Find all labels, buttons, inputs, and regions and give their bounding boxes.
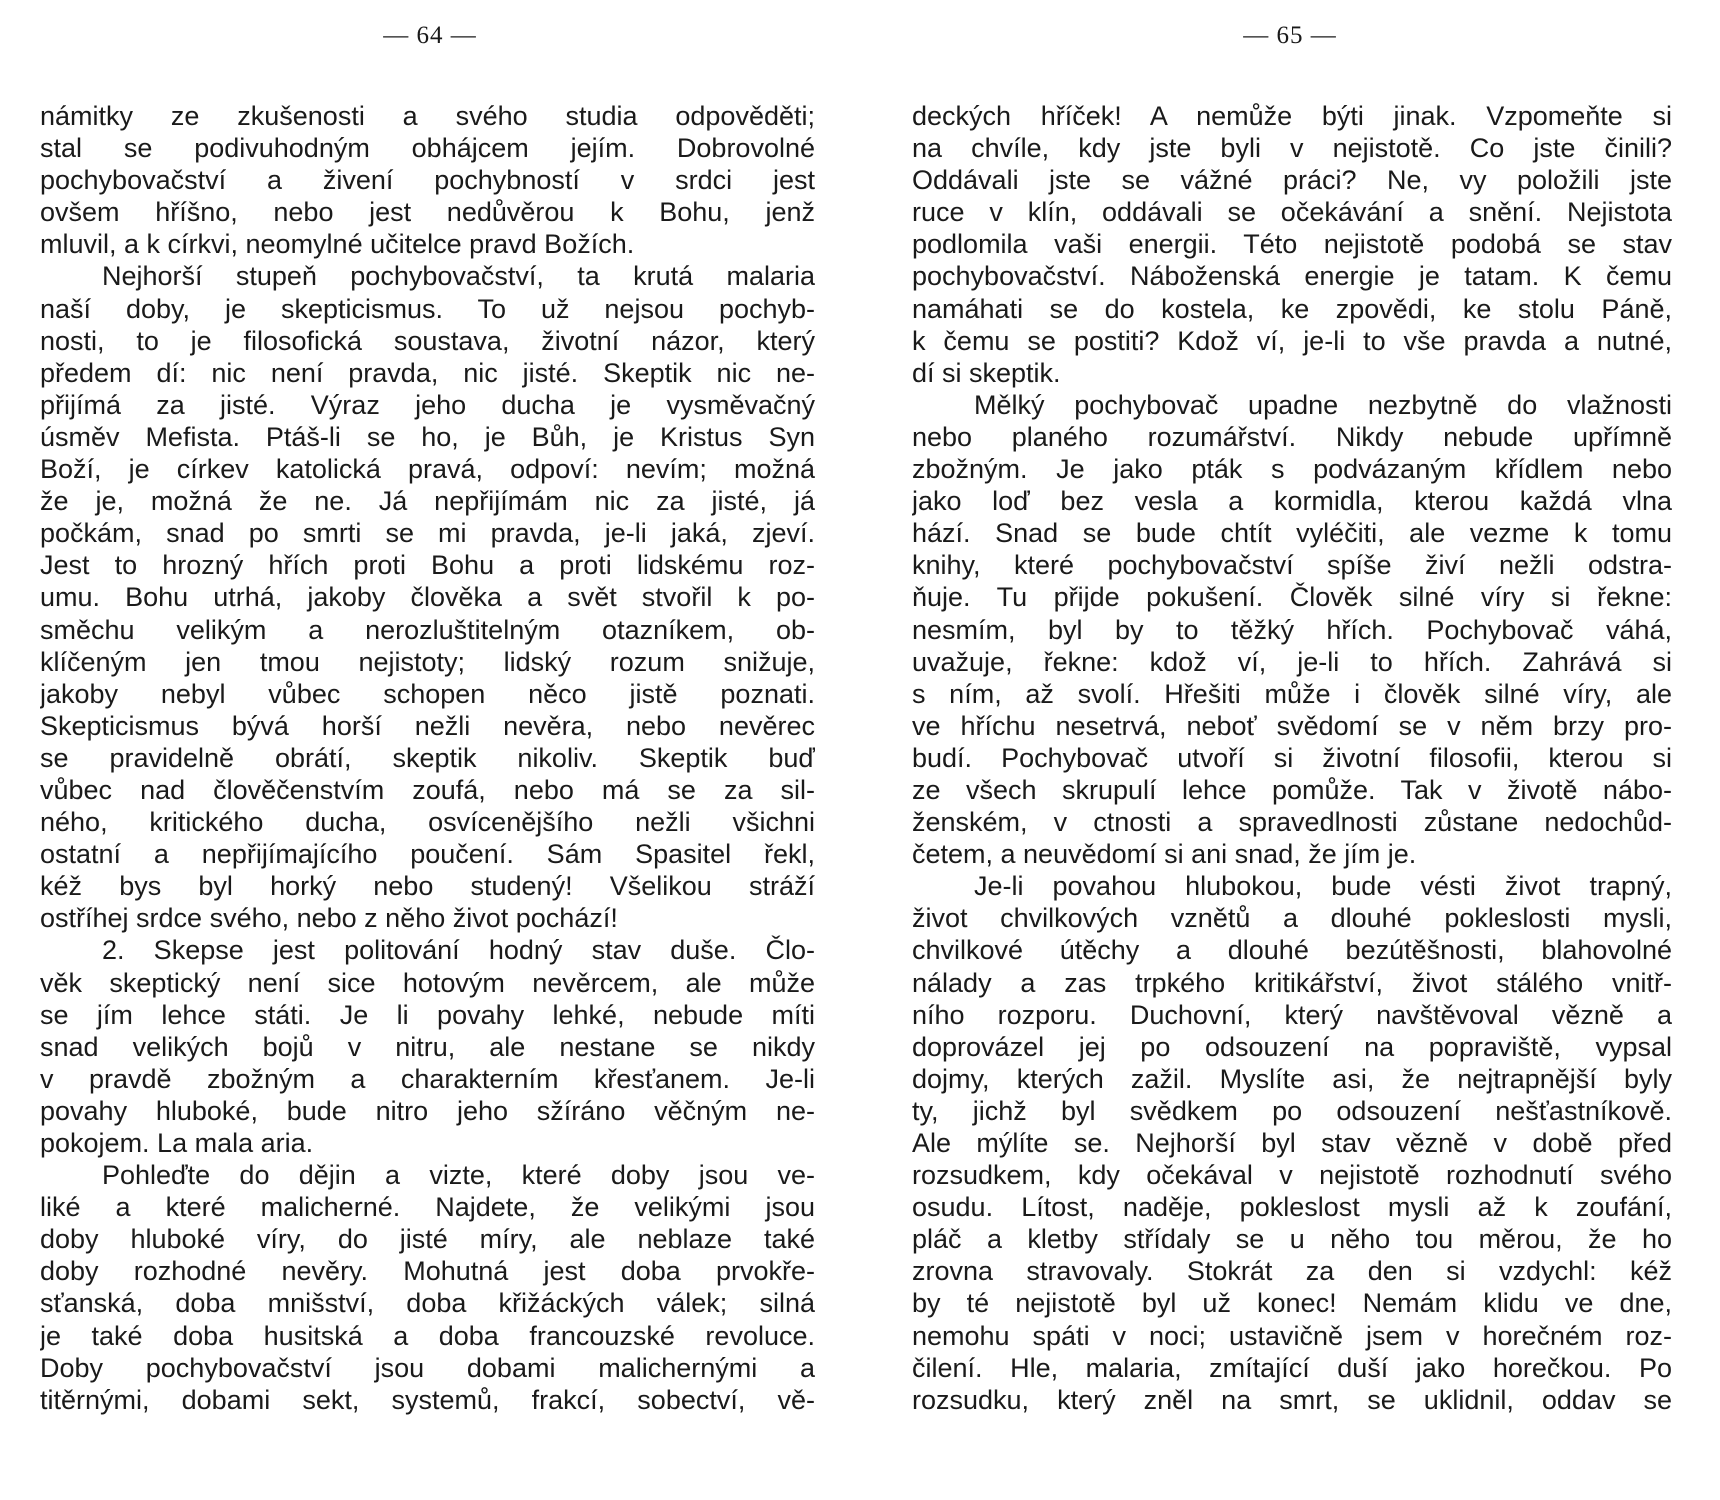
text-line: čilení. Hle, malaria, zmítající duší jako horečkou. Po <box>912 1352 1672 1383</box>
text-line: pochybovačství. Náboženská energie je tatam. K čemu <box>912 261 1672 292</box>
text-line: sťanská, doba mnišství, doba křižáckých válek; silná <box>40 1288 815 1319</box>
text-line: ruce v klín, oddávali se očekávání a snění. Nejistota <box>912 197 1672 228</box>
text-line: namáhati se do kostela, ke zpovědi, ke stolu Páně, <box>912 293 1672 324</box>
text-line: směchu velikým a nerozluštitelným otazníkem, ob- <box>40 614 815 645</box>
page-number-left: — 64 — <box>383 22 477 49</box>
text-line: pochybovačství a živení pochybností v srdci jest <box>40 165 815 196</box>
text-line: s ním, až svolí. Hřešiti může i člověk silné víry, ale <box>912 678 1672 709</box>
text-line: rozsudkem, kdy očekával v nejistotě rozhodnutí svého <box>912 1160 1672 1191</box>
text-line: 2. Skepse jest politování hodný stav duše. Člo- <box>102 935 815 966</box>
text-line: ňuje. Tu přijde pokušení. Člověk silné víry si řekne: <box>912 582 1672 613</box>
text-line: umu. Bohu utrhá, jakoby člověka a svět stvořil k po- <box>40 582 815 613</box>
text-line: kéž bys byl horký nebo studený! Všelikou stráží <box>40 871 815 902</box>
text-line: ného, kritického ducha, osvícenějšího nežli všichni <box>40 807 815 838</box>
text-line: Ale mýlíte se. Nejhorší byl stav vězně v době před <box>912 1128 1672 1158</box>
text-line: počkám, snad po smrti se mi pravda, je-li jaká, zjeví. <box>40 518 815 549</box>
text-line: ostatní a nepřijímajícího poučení. Sám Spasitel řekl, <box>40 839 815 870</box>
right-page <box>860 0 1720 1500</box>
text-line: podlomila vaši energii. Této nejistotě podobá se stav <box>912 229 1672 260</box>
text-line: ního rozporu. Duchovní, který navštěvoval vězně a <box>912 999 1672 1030</box>
page-number-right: — 65 — <box>1243 22 1337 49</box>
text-line: by té nejistotě byl už konec! Nemám klidu ve dne, <box>912 1288 1672 1319</box>
text-line: ženském, v ctnosti a spravedlnosti zůstane nedochůd- <box>912 807 1672 838</box>
text-line: ostříhej srdce svého, nebo z něho život pochází! <box>40 903 618 934</box>
text-line: úsměv Mefista. Ptáš-li se ho, je Bůh, je Kristus Syn <box>40 421 815 452</box>
text-line: knihy, které pochybovačství spíše živí nežli odstra- <box>912 550 1672 581</box>
text-line: chvilkové útěchy a dlouhé bezútěšnosti, blahovolné <box>912 935 1672 966</box>
text-line: hází. Snad se bude chtít vyléčiti, ale vezme k tomu <box>912 518 1672 549</box>
text-line: věk skeptický není sice hotovým nevěrcem, ale může <box>40 967 815 998</box>
text-line: k čemu se postiti? Kdož ví, je-li to vše pravda a nutné, <box>912 325 1672 356</box>
text-line: ty, jichž byl svědkem po odsouzení nešťastníkově. <box>912 1095 1672 1126</box>
text-line: námitky ze zkušenosti a svého studia odpověděti; <box>40 101 815 131</box>
text-line: deckých hříček! A nemůže býti jinak. Vzpomeňte si <box>912 101 1672 131</box>
text-line: mluvil, a k církvi, neomylné učitelce pravd Božích. <box>40 229 635 260</box>
text-line: Boží, je církev katolická pravá, odpoví: nevím; možná <box>40 454 815 485</box>
text-line: Pohleďte do dějin a vizte, které doby jsou ve- <box>102 1160 815 1191</box>
text-line: klíčeným jen tmou nejistoty; lidský rozum snižuje, <box>40 646 815 677</box>
text-line: pokojem. La mala aria. <box>40 1128 314 1158</box>
text-line: nosti, to je filosofická soustava, životní názor, který <box>40 325 815 356</box>
text-line: nebo planého rozumářství. Nikdy nebude upřímně <box>912 421 1672 452</box>
text-line: stal se podivuhodným obhájcem jejím. Dobrovolné <box>40 133 815 164</box>
text-line: Jest to hrozný hřích proti Bohu a proti lidskému roz- <box>40 550 815 581</box>
text-line: přijímá za jisté. Výraz jeho ducha je vysměvačný <box>40 389 815 420</box>
text-line: jakoby nebyl vůbec schopen něco jistě poznati. <box>40 678 815 709</box>
text-line: jako loď bez vesla a kormidla, kterou každá vlna <box>912 486 1672 517</box>
text-line: Skepticismus bývá horší nežli nevěra, nebo nevěrec <box>40 710 815 741</box>
text-line: Doby pochybovačství jsou dobami malichernými a <box>40 1352 815 1383</box>
text-line: doprovázel jej po odsouzení na popraviště, vypsal <box>912 1031 1672 1062</box>
text-line: budí. Pochybovač utvoří si životní filosofii, kterou si <box>912 742 1672 773</box>
text-line: Je-li povahou hlubokou, bude vésti život trapný, <box>974 871 1672 902</box>
text-line: ovšem hříšno, nebo jest nedůvěrou k Bohu, jenž <box>40 197 815 228</box>
text-line: Nejhorší stupeň pochybovačství, ta krutá malaria <box>102 261 815 292</box>
text-line: povahy hluboké, bude nitro jeho sžíráno věčným ne- <box>40 1095 815 1126</box>
text-line: osudu. Lítost, naděje, pokleslost mysli až k zoufání, <box>912 1192 1672 1223</box>
text-line: rozsudku, který zněl na smrt, se uklidnil, oddav se <box>912 1384 1672 1415</box>
text-line: snad velikých bojů v nitru, ale nestane se nikdy <box>40 1031 815 1062</box>
text-line: pláč a kletby střídaly se u něho tou měrou, že ho <box>912 1224 1672 1255</box>
text-line: dí si skeptik. <box>912 357 1061 388</box>
text-line: zrovna stravovaly. Stokrát za den si vzdychl: kéž <box>912 1256 1672 1287</box>
text-line: četem, a neuvědomí si ani snad, že jím je. <box>912 839 1417 870</box>
text-line: Mělký pochybovač upadne nezbytně do vlažnosti <box>974 389 1672 420</box>
text-line: titěrnými, dobami sekt, systemů, frakcí, sobectví, vě- <box>40 1384 815 1415</box>
text-line: ve hříchu nesetrvá, neboť svědomí se v něm brzy pro- <box>912 710 1672 741</box>
text-line: ze všech skrupulí lehce pomůže. Tak v životě nábo- <box>912 774 1672 805</box>
text-line: doby rozhodné nevěry. Mohutná jest doba prvokře- <box>40 1256 815 1287</box>
text-line: nemohu spáti v noci; ustavičně jsem v horečném roz- <box>912 1320 1672 1351</box>
text-line: život chvilkových vznětů a dlouhé pokleslosti mysli, <box>912 903 1672 934</box>
right-text-column <box>912 100 1672 1416</box>
text-line: Oddávali jste se vážné práci? Ne, vy položili jste <box>912 165 1672 196</box>
text-line: nálady a zas trpkého kritikářství, život stálého vnitř- <box>912 967 1672 998</box>
text-line: že je, možná že ne. Já nepřijímám nic za jisté, já <box>40 486 815 517</box>
text-line: na chvíle, kdy jste byli v nejistotě. Co jste činili? <box>912 133 1672 164</box>
text-line: zbožným. Je jako pták s podvázaným křídlem nebo <box>912 454 1672 485</box>
text-line: vůbec nad člověčenstvím zoufá, nebo má se za sil- <box>40 774 815 805</box>
text-line: v pravdě zbožným a charakterním křesťanem. Je-li <box>40 1063 815 1094</box>
text-line: dojmy, kterých zažil. Myslíte asi, že nejtrapnější byly <box>912 1063 1672 1094</box>
text-line: se jím lehce státi. Je li povahy lehké, nebude míti <box>40 999 815 1030</box>
text-line: se pravidelně obrátí, skeptik nikoliv. Skeptik buď <box>40 742 815 773</box>
left-text-column <box>40 100 815 1416</box>
text-line: předem dí: nic není pravda, nic jisté. Skeptik nic ne- <box>40 357 815 388</box>
text-line: nesmím, byl by to těžký hřích. Pochybovač váhá, <box>912 614 1672 645</box>
text-line: liké a které malicherné. Najdete, že velikými jsou <box>40 1192 815 1223</box>
text-line: uvažuje, řekne: kdož ví, je-li to hřích. Zahrává si <box>912 646 1672 677</box>
text-line: je také doba husitská a doba francouzské revoluce. <box>40 1320 815 1351</box>
text-line: doby hluboké víry, do jisté míry, ale neblaze také <box>40 1224 815 1255</box>
text-line: naší doby, je skepticismus. To už nejsou pochyb- <box>40 293 815 324</box>
